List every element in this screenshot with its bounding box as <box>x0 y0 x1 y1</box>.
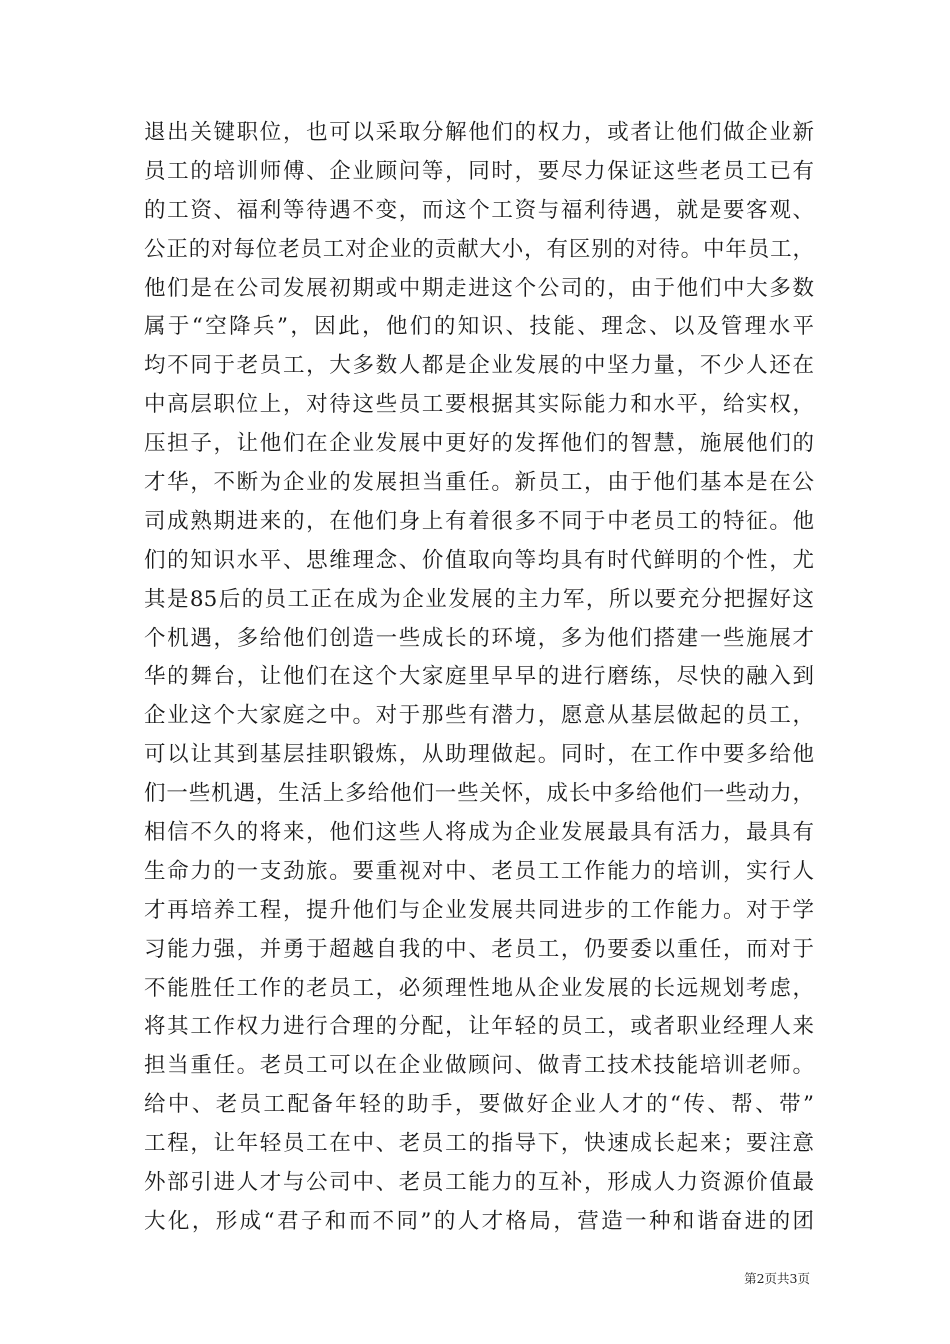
text-line-11: 司成熟期进来的，在他们身上有着很多不同于中老员工的特征。他 <box>144 508 814 534</box>
text-line-1: 退出关键职位，也可以采取分解他们的权力，或者让他们做企业新 <box>144 120 814 145</box>
text-line-25: 担当重任。老员工可以在企业做顾问、做青工技术技能培训老师。 <box>144 1053 814 1079</box>
body-paragraph <box>144 114 814 1242</box>
text-line-9: 压担子，让他们在企业发展中更好的发挥他们的智慧，施展他们的 <box>144 431 814 457</box>
text-line-26: 给中、老员工配备年轻的助手，要做好企业人才的“传、帮、带” <box>144 1092 814 1118</box>
text-line-12: 们的知识水平、思维理念、价值取向等均具有时代鲜明的个性，尤 <box>144 547 814 573</box>
text-line-3: 的工资、福利等待遇不变，而这个工资与福利待遇，就是要客观、 <box>144 197 814 223</box>
text-line-2: 员工的培训师傅、企业顾问等，同时，要尽力保证这些老员工已有 <box>144 158 814 184</box>
text-line-14: 个机遇，多给他们创造一些成长的环境，多为他们搭建一些施展才 <box>144 625 814 651</box>
text-line-23: 不能胜任工作的老员工，必须理性地从企业发展的长远规划考虑， <box>144 975 814 1001</box>
text-line-19: 相信不久的将来，他们这些人将成为企业发展最具有活力，最具有 <box>144 820 814 846</box>
text-line-4: 公正的对每位老员工对企业的贡献大小，有区别的对待。中年员工， <box>144 236 814 262</box>
text-line-7: 均不同于老员工，大多数人都是企业发展的中坚力量，不少人还在 <box>144 353 814 379</box>
text-line-17: 可以让其到基层挂职锻炼，从助理做起。同时，在工作中要多给他 <box>144 742 814 768</box>
text-line-6: 属于“空降兵”，因此，他们的知识、技能、理念、以及管理水平 <box>144 314 814 340</box>
text-line-5: 他们是在公司发展初期或中期走进这个公司的，由于他们中大多数 <box>144 275 814 301</box>
page-number-footer: 第2页共3页 <box>744 1271 810 1286</box>
text-line-8: 中高层职位上，对待这些员工要根据其实际能力和水平，给实权， <box>144 392 814 418</box>
text-line-27: 工程，让年轻员工在中、老员工的指导下，快速成长起来；要注意 <box>144 1131 814 1157</box>
text-line-28: 外部引进人才与公司中、老员工能力的互补，形成人力资源价值最 <box>144 1170 814 1196</box>
text-line-16: 企业这个大家庭之中。对于那些有潜力，愿意从基层做起的员工， <box>144 703 814 729</box>
text-line-13: 其是85后的员工正在成为企业发展的主力军，所以要充分把握好这 <box>144 586 814 612</box>
text-line-18: 们一些机遇，生活上多给他们一些关怀，成长中多给他们一些动力， <box>144 781 814 807</box>
text-line-20: 生命力的一支劲旅。要重视对中、老员工工作能力的培训，实行人 <box>144 858 814 884</box>
text-line-21: 才再培养工程，提升他们与企业发展共同进步的工作能力。对于学 <box>144 897 814 923</box>
text-line-15: 华的舞台，让他们在这个大家庭里早早的进行磨练，尽快的融入到 <box>144 664 814 690</box>
text-line-22: 习能力强，并勇于超越自我的中、老员工，仍要委以重任，而对于 <box>144 936 814 962</box>
text-line-24: 将其工作权力进行合理的分配，让年轻的员工，或者职业经理人来 <box>144 1014 814 1040</box>
text-line-29: 大化，形成“君子和而不同”的人才格局，营造一种和谐奋进的团 <box>144 1208 814 1234</box>
text-line-10: 才华，不断为企业的发展担当重任。新员工，由于他们基本是在公 <box>144 470 814 496</box>
